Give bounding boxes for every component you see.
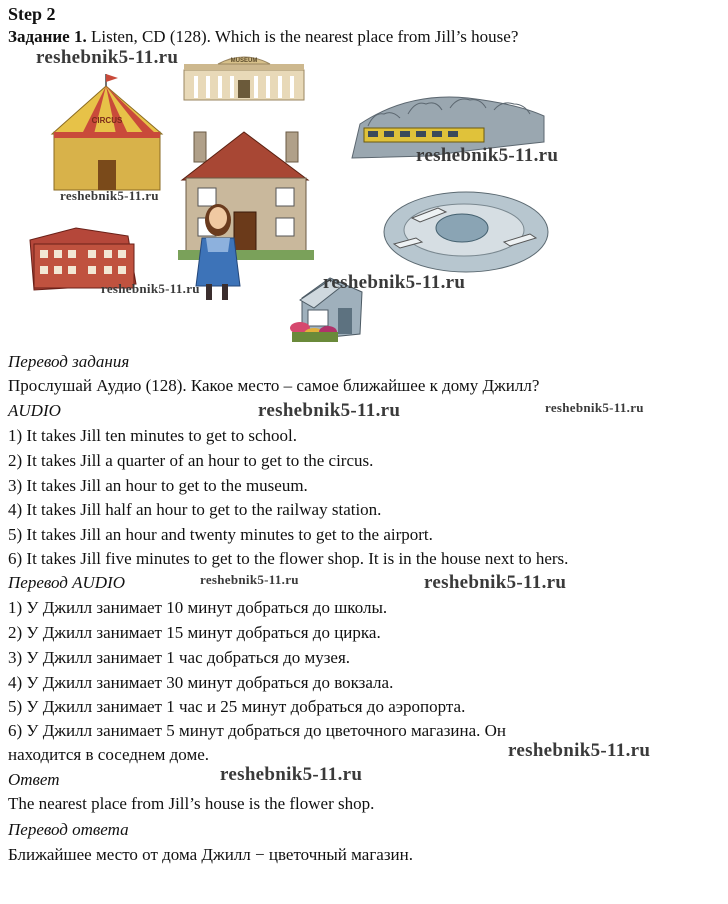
museum-image [184,57,304,100]
audio-translation-title: Перевод AUDIO [8,573,126,592]
answer-translation-title: Перевод ответа [8,820,129,839]
step-heading: Step 2 [8,4,56,24]
answer-title: Ответ [8,770,60,789]
audio-translation-line: 3) У Джилл занимает 1 час добраться до музея. [8,648,351,667]
watermark: reshebnik5-11.ru [220,764,363,785]
audio-translation-line: 1) У Джилл занимает 10 минут добраться до школы. [8,598,388,617]
audio-line: 3) It takes Jill an hour to get to the museum. [8,476,308,495]
audio-title: AUDIO [8,401,61,420]
task-line [8,27,518,47]
audio-line: 1) It takes Jill ten minutes to get to school. [8,426,297,445]
watermark: reshebnik5-11.ru [545,400,644,415]
airport-image [384,192,548,272]
watermark: reshebnik5-11.ru [60,188,159,203]
circus-tent-image [52,74,162,190]
museum-sign: MUSEUM [230,58,258,64]
watermark: reshebnik5-11.ru [36,47,179,68]
watermark: reshebnik5-11.ru [101,281,200,296]
watermark: reshebnik5-11.ru [258,400,401,421]
task-label: Задание 1. [8,27,87,46]
translation-task-text: Прослушай Аудио (128). Какое место – самое ближайшее к дому Джилл? [8,376,540,395]
audio-line: 5) It takes Jill an hour and twenty minutes to get to the airport. [8,525,433,544]
audio-translation-line: находится в соседнем доме. [8,745,210,764]
watermark: reshebnik5-11.ru [323,272,466,293]
task-text: Listen, CD (128). Which is the nearest place from Jill’s house? [86,27,519,46]
answer-translation-text: Ближайшее место от дома Джилл − цветочный магазин. [8,845,413,864]
audio-translation-line: 5) У Джилл занимает 1 час и 25 минут добраться до аэропорта. [8,697,466,716]
audio-line: 2) It takes Jill a quarter of an hour to get to the circus. [8,451,374,470]
watermark: reshebnik5-11.ru [200,572,299,587]
translation-task-title: Перевод задания [8,352,130,371]
answer-text: The nearest place from Jill’s house is the flower shop. [8,794,375,813]
circus-sign: CIRCUS [91,116,123,125]
audio-translation-line: 2) У Джилл занимает 15 минут добраться до цирка. [8,623,381,642]
watermark: reshebnik5-11.ru [416,145,559,166]
audio-line: 4) It takes Jill half an hour to get to the railway station. [8,500,382,519]
watermark: reshebnik5-11.ru [424,572,567,593]
house-image [178,132,314,260]
watermark: reshebnik5-11.ru [508,740,651,761]
audio-line: 6) It takes Jill five minutes to get to the flower shop. It is in the house next to hers. [8,549,569,568]
audio-translation-line: 4) У Джилл занимает 30 минут добраться до вокзала. [8,673,394,692]
audio-translation-line: 6) У Джилл занимает 5 минут добраться до цветочного магазина. Он [8,721,507,740]
